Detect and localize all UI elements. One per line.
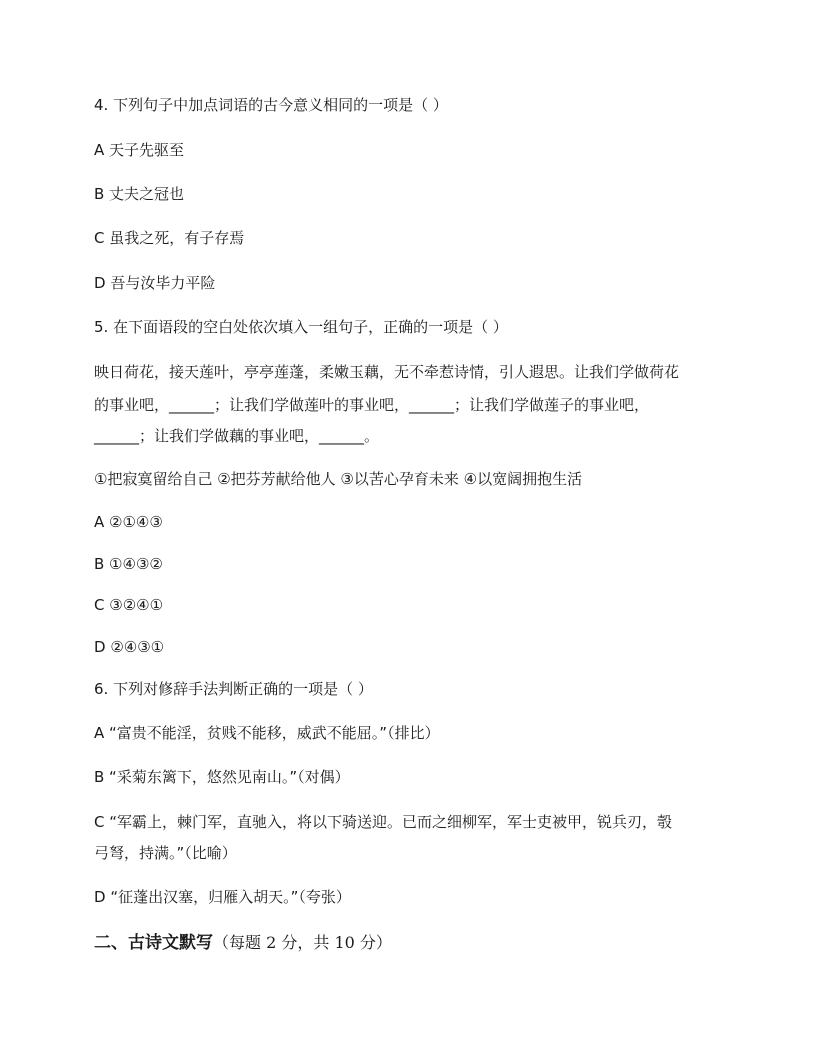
question-5-passage-line-2: 的事业吧，______；让我们学做莲叶的事业吧，______；让我们学做莲子的事业吧， (94, 396, 650, 414)
question-6-option-b: B “采菊东篱下，悠然见南山。”（对偶） (94, 768, 350, 786)
section-title: 二、古诗文默写 (94, 933, 213, 953)
question-4-option-c: C 虽我之死，有子存焉 (94, 229, 245, 247)
question-4-option-a: A 天子先驱至 (94, 141, 185, 159)
question-6-option-d: D “征蓬出汉塞，归雁入胡天。”（夸张） (94, 888, 351, 906)
question-5-option-d: D ②④③① (94, 638, 165, 656)
question-5-passage-line-1: 映日荷花，接天莲叶，亭亭莲蓬，柔嫩玉藕，无不牵惹诗情，引人遐思。让我们学做荷花 (94, 363, 680, 381)
question-4-option-b: B 丈夫之冠也 (94, 185, 185, 203)
question-6-stem: 6. 下列对修辞手法判断正确的一项是（ ） (94, 680, 373, 698)
question-5-option-b: B ①④③② (94, 555, 163, 573)
question-5-choices: ①把寂寞留给自己 ②把芬芳献给他人 ③以苦心孕育未来 ④以宽阔拥抱生活 (94, 470, 583, 488)
question-4-stem: 4. 下列句子中加点词语的古今意义相同的一项是（ ） (94, 96, 448, 114)
section-score-note: （每题 2 分，共 10 分） (213, 933, 392, 952)
question-5-stem: 5. 在下面语段的空白处依次填入一组句子，正确的一项是（ ） (94, 318, 508, 336)
question-4-option-d: D 吾与汝毕力平险 (94, 274, 216, 292)
question-6-option-c-line-2: 弓弩，持满。”（比喻） (94, 844, 237, 862)
section-heading (94, 932, 392, 954)
question-6-option-c-line-1: C “军霸上，棘门军，直驰入，将以下骑送迎。已而之细柳军，军士吏被甲，锐兵刃，彀 (94, 813, 673, 831)
question-6-option-a: A “富贵不能淫，贫贱不能移，威武不能屈。”（排比） (94, 724, 440, 742)
question-5-passage-line-3: ______；让我们学做藕的事业吧，______。 (94, 427, 380, 445)
question-5-option-a: A ②①④③ (94, 513, 163, 531)
question-5-option-c: C ③②④① (94, 596, 164, 614)
